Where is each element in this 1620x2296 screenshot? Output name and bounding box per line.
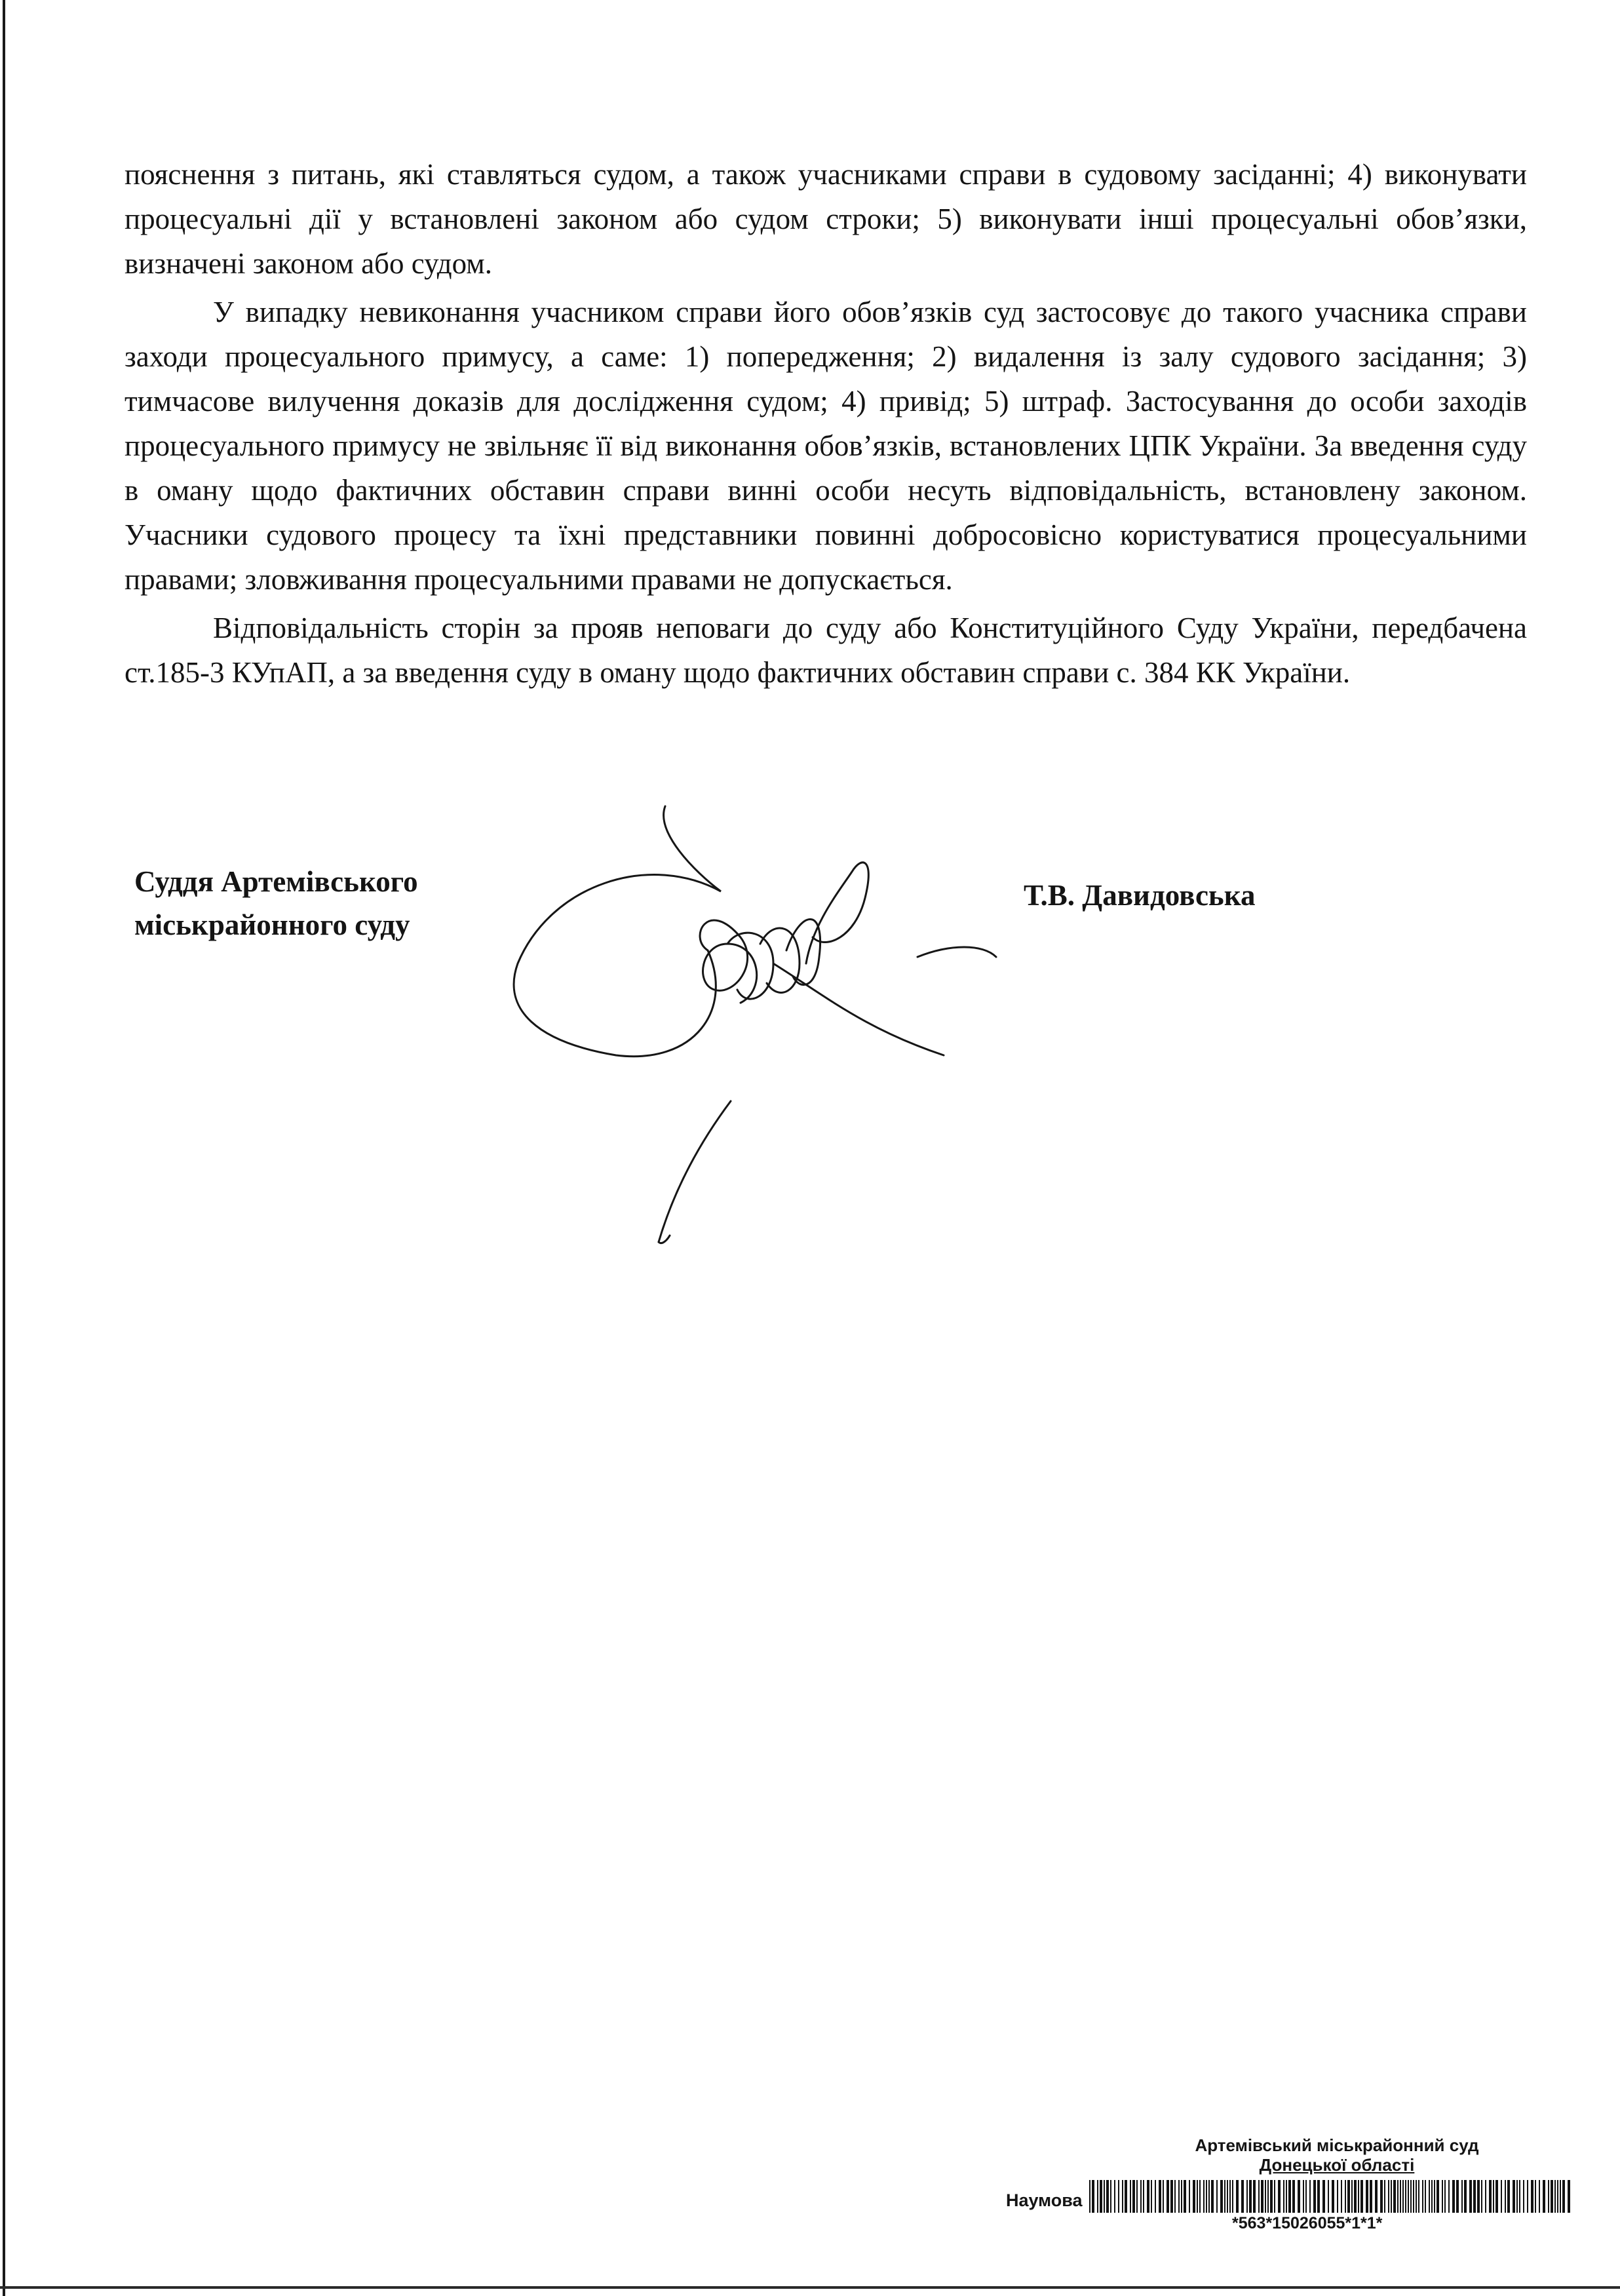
- judge-name: Т.В. Давидовська: [1024, 879, 1256, 912]
- barcode-bar: [1305, 2180, 1307, 2213]
- barcode-bar: [1189, 2180, 1190, 2213]
- barcode-bar: [1229, 2180, 1231, 2213]
- barcode-bar: [1167, 2180, 1169, 2213]
- barcode-bar: [1224, 2180, 1225, 2213]
- barcode-bar: [1384, 2180, 1385, 2213]
- barcode-bar: [1136, 2180, 1138, 2213]
- barcode-bar: [1147, 2180, 1149, 2213]
- barcode-bar: [1493, 2180, 1494, 2213]
- barcode-bar: [1114, 2180, 1115, 2213]
- barcode-bar: [1560, 2180, 1561, 2213]
- barcode-bar: [1405, 2180, 1406, 2213]
- barcode-bar: [1178, 2180, 1180, 2213]
- barcode-bar: [1278, 2180, 1281, 2213]
- barcode-bar: [1236, 2180, 1239, 2213]
- barcode-bar: [1505, 2180, 1506, 2213]
- barcode-bar: [1322, 2180, 1325, 2213]
- barcode-bar: [1097, 2180, 1098, 2213]
- barcode-bar: [1548, 2180, 1549, 2213]
- barcode-bar: [1429, 2180, 1430, 2213]
- barcode-bar: [1360, 2180, 1363, 2213]
- judge-title: [134, 860, 418, 946]
- barcode-bar: [1303, 2180, 1304, 2213]
- barcode-bar: [1469, 2180, 1472, 2213]
- barcode-bar: [1442, 2180, 1443, 2213]
- barcode-bar: [1351, 2180, 1353, 2213]
- barcode-bar: [1473, 2180, 1476, 2213]
- barcode-bar: [1199, 2180, 1201, 2213]
- paragraph-2: У випадку невиконання учасником справи його обов’язків суд застосовує до такого учасника справи заходи процесуального примусу, а саме: 1) попередження; 2) видалення із залу судового засідання; 3) тимчасове вилучення доказів для дослідження судом; 4) привід; 5) штраф. Застосування до особи заходів процесуального примусу не звільняє її від виконання обов’язків, встановлених ЦПК України. За введення суду в оману щодо фактичних обставин справи винні особи несуть відповідальність, встановлену законом. Учасники судового процесу та їхні представники повинні добросовісно користуватися процесуальними правами; зловживання процесуальними правами не допускається.: [125, 296, 1527, 596]
- barcode-bar: [1258, 2180, 1260, 2213]
- barcode-bar: [1292, 2180, 1295, 2213]
- barcode-bar: [1317, 2180, 1320, 2213]
- barcode-bar: [1557, 2180, 1558, 2213]
- barcode-bar: [1253, 2180, 1256, 2213]
- paragraph-1: пояснення з питань, які ставляться судом, а також учасниками справи в судовому засіданні; 4) виконувати процесуальні дії у встановлені законом або судом строки; 5) виконувати інші процесуальні обов’язки, визначені законом або судом.: [125, 158, 1527, 280]
- barcode-bar: [1388, 2180, 1389, 2213]
- barcode-bar: [1554, 2180, 1556, 2213]
- barcode-bar: [1328, 2180, 1329, 2213]
- barcode-bar: [1562, 2180, 1565, 2213]
- barcode-bar: [1170, 2180, 1173, 2213]
- barcode-bar: [1444, 2180, 1446, 2213]
- barcode-bar: [1122, 2180, 1123, 2213]
- barcode-bar: [1422, 2180, 1423, 2213]
- barcode-bar: [1485, 2180, 1486, 2213]
- barcode-bar: [1337, 2180, 1338, 2213]
- barcode-bar: [1163, 2180, 1164, 2213]
- barcode-bar: [1380, 2180, 1383, 2213]
- barcode-bar: [1434, 2180, 1435, 2213]
- barcode-bar: [1155, 2180, 1156, 2213]
- barcode-bar: [1551, 2180, 1553, 2213]
- barcode-bar: [1402, 2180, 1404, 2213]
- barcode-bar: [1568, 2180, 1570, 2213]
- barcode-bar: [1100, 2180, 1102, 2213]
- judge-title-line-1: Суддя Артемівського: [134, 865, 418, 898]
- barcode-bar: [1391, 2180, 1392, 2213]
- barcode-bar: [1464, 2180, 1467, 2213]
- barcode-bar: [1184, 2180, 1186, 2213]
- barcode-bar: [1513, 2180, 1515, 2213]
- barcode-bar: [1143, 2180, 1144, 2213]
- barcode-bar: [1416, 2180, 1417, 2213]
- barcode-bar: [1418, 2180, 1419, 2213]
- barcode-bar: [1539, 2180, 1540, 2213]
- barcode-bar: [1283, 2180, 1284, 2213]
- barcode-bar: [1358, 2180, 1359, 2213]
- barcode-bar: [1110, 2180, 1111, 2213]
- barcode-bar: [1347, 2180, 1350, 2213]
- barcode-bar: [1151, 2180, 1152, 2213]
- barcode-bar: [1288, 2180, 1291, 2213]
- handwritten-signature: [498, 793, 1009, 1265]
- barcode-bar: [1232, 2180, 1233, 2213]
- barcode-bar: [1345, 2180, 1346, 2213]
- barcode-bar: [1531, 2180, 1533, 2213]
- barcode-bar: [1495, 2180, 1498, 2213]
- barcode-bar: [1206, 2180, 1207, 2213]
- barcode-bar: [1203, 2180, 1205, 2213]
- barcode-bar: [1461, 2180, 1463, 2213]
- barcode-bar: [1489, 2180, 1492, 2213]
- barcode-bar: [1118, 2180, 1119, 2213]
- barcode-bar: [1452, 2180, 1455, 2213]
- barcode-bar: [1523, 2180, 1524, 2213]
- barcode-bar: [1227, 2180, 1228, 2213]
- barcode-bar: [1375, 2180, 1378, 2213]
- barcode-bar: [1249, 2180, 1252, 2213]
- barcode-bar: [1181, 2180, 1182, 2213]
- barcode-bar: [1477, 2180, 1480, 2213]
- barcode-bar: [1332, 2180, 1334, 2213]
- clerk-name: Наумова: [1006, 2190, 1083, 2210]
- barcode-bar: [1241, 2180, 1244, 2213]
- barcode-bar: [1208, 2180, 1210, 2213]
- barcode-bar: [1104, 2180, 1105, 2213]
- barcode-bar: [1519, 2180, 1520, 2213]
- barcode-bar: [1397, 2180, 1398, 2213]
- barcode-number: *563*15026055*1*1*: [1232, 2214, 1383, 2232]
- barcode-bar: [1193, 2180, 1195, 2213]
- barcode-bar: [1366, 2180, 1368, 2213]
- barcode-bar: [1543, 2180, 1545, 2213]
- scan-edge-left: [3, 0, 5, 2296]
- scan-edge-bottom: [0, 2286, 1620, 2289]
- barcode-bar: [1437, 2180, 1439, 2213]
- barcode-bar: [1216, 2180, 1218, 2213]
- barcode-bar: [1211, 2180, 1214, 2213]
- barcode-bar: [1501, 2180, 1502, 2213]
- barcode-bar: [1274, 2180, 1275, 2213]
- barcode-bar: [1516, 2180, 1518, 2213]
- barcode-bar: [1197, 2180, 1198, 2213]
- barcode-bar: [1309, 2180, 1311, 2213]
- barcode-bar: [1313, 2180, 1316, 2213]
- barcode: [1088, 2180, 1573, 2213]
- court-stamp: [1114, 2135, 1560, 2175]
- barcode-bar: [1286, 2180, 1287, 2213]
- barcode-bar: [1425, 2180, 1426, 2213]
- barcode-bar: [1410, 2180, 1412, 2213]
- barcode-bar: [1431, 2180, 1433, 2213]
- judge-title-line-2: міськрайонного суду: [134, 908, 410, 941]
- barcode-bar: [1527, 2180, 1528, 2213]
- barcode-bar: [1448, 2180, 1450, 2213]
- barcode-bar: [1125, 2180, 1127, 2213]
- barcode-bar: [1174, 2180, 1176, 2213]
- document-body: [125, 152, 1527, 695]
- barcode-bar: [1220, 2180, 1223, 2213]
- barcode-bar: [1408, 2180, 1409, 2213]
- barcode-bar: [1370, 2180, 1372, 2213]
- barcode-bar: [1507, 2180, 1510, 2213]
- barcode-bar: [1267, 2180, 1269, 2213]
- barcode-bar: [1130, 2180, 1131, 2213]
- court-stamp-line-1: Артемівський міськрайонний суд: [1195, 2135, 1479, 2155]
- barcode-bar: [1354, 2180, 1357, 2213]
- barcode-bar: [1140, 2180, 1142, 2213]
- barcode-bar: [1265, 2180, 1266, 2213]
- barcode-bar: [1400, 2180, 1401, 2213]
- barcode-bar: [1341, 2180, 1342, 2213]
- barcode-bar: [1393, 2180, 1396, 2213]
- barcode-bar: [1246, 2180, 1248, 2213]
- barcode-bar: [1092, 2180, 1094, 2213]
- barcode-bar: [1270, 2180, 1273, 2213]
- barcode-bar: [1106, 2180, 1109, 2213]
- barcode-bar: [1298, 2180, 1300, 2213]
- barcode-bar: [1261, 2180, 1263, 2213]
- court-stamp-line-2: Донецької області: [1259, 2155, 1415, 2175]
- barcode-bar: [1481, 2180, 1482, 2213]
- paragraph-3: Відповідальність сторін за прояв неповаги до суду або Конституційного Суду України, передбачена ст.185-3 КУпАП, а за введення суду в оману щодо фактичних обставин справи с. 384 КК України.: [125, 612, 1527, 689]
- barcode-bar: [1159, 2180, 1161, 2213]
- barcode-bar: [1089, 2180, 1090, 2213]
- barcode-bar: [1413, 2180, 1414, 2213]
- barcode-bar: [1456, 2180, 1459, 2213]
- barcode-bar: [1535, 2180, 1536, 2213]
- barcode-bar: [1132, 2180, 1135, 2213]
